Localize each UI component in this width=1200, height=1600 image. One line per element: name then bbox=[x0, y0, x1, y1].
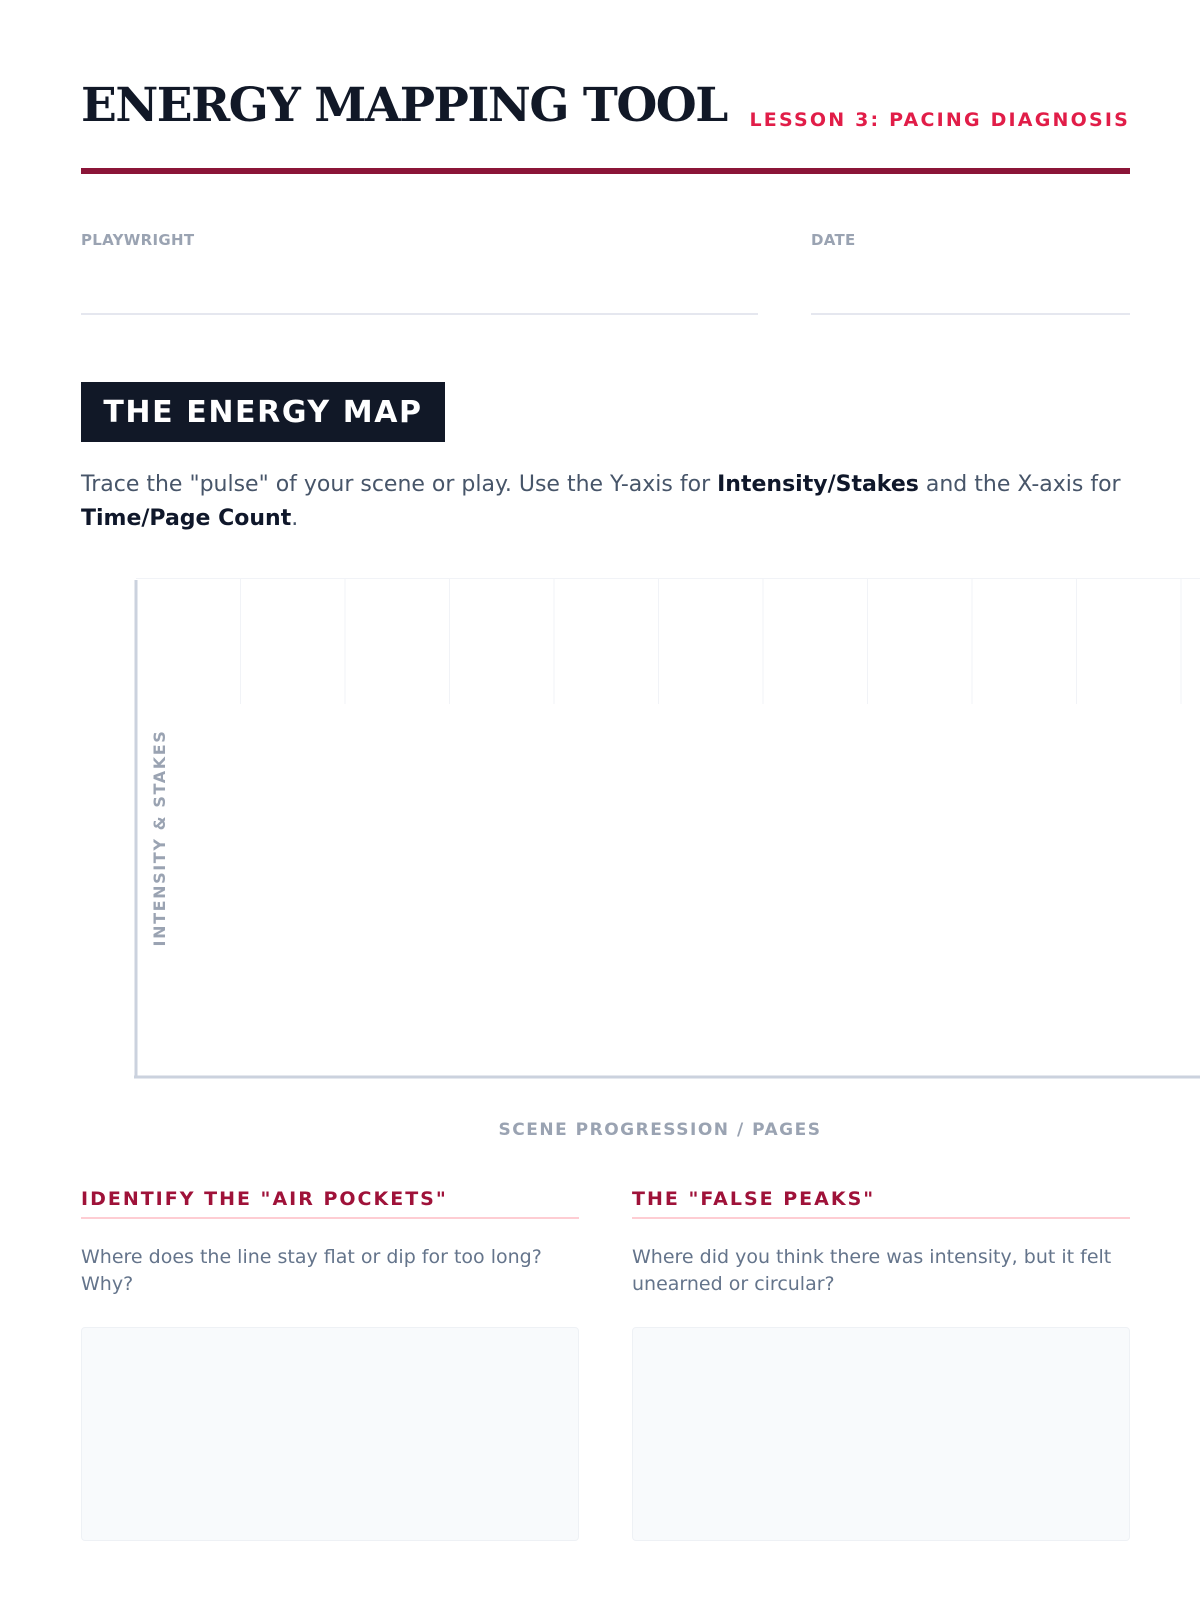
intro-text-2: and the X-axis for bbox=[918, 472, 1121, 497]
playwright-field[interactable] bbox=[81, 313, 758, 315]
air-pockets-heading: IDENTIFY THE "AIR POCKETS" bbox=[81, 1190, 579, 1219]
intro-text-1: Trace the "pulse" of your scene or play. Use the Y-axis for bbox=[81, 472, 718, 497]
false-peaks-heading: THE "FALSE PEAKS" bbox=[632, 1190, 1130, 1219]
false-peaks-prompt: Where did you think there was intensity, but it felt unearned or circular? bbox=[632, 1246, 1112, 1295]
y-axis-label: INTENSITY & STAKES bbox=[150, 729, 169, 947]
date-label: DATE bbox=[811, 231, 856, 249]
x-axis-label: SCENE PROGRESSION / PAGES bbox=[498, 1120, 822, 1140]
playwright-label: PLAYWRIGHT bbox=[81, 231, 195, 249]
false-peaks-answer-box[interactable] bbox=[632, 1327, 1130, 1541]
lesson-tag: LESSON 3: PACING DIAGNOSIS bbox=[749, 109, 1130, 131]
false-peaks-section bbox=[632, 1188, 1130, 1295]
chart-grid bbox=[136, 578, 1200, 704]
date-field[interactable] bbox=[811, 313, 1130, 315]
header-divider bbox=[81, 168, 1130, 174]
section-intro bbox=[81, 468, 1141, 536]
air-pockets-section bbox=[81, 1188, 579, 1295]
energy-map-svg[interactable] bbox=[134, 578, 1200, 1079]
energy-map-chart[interactable] bbox=[134, 578, 1200, 1079]
intro-text-3: . bbox=[291, 506, 299, 531]
section-heading: THE ENERGY MAP bbox=[81, 382, 445, 442]
air-pockets-prompt: Where does the line stay flat or dip for too long? Why? bbox=[81, 1246, 542, 1295]
document-title: ENERGY MAPPING TOOL bbox=[81, 78, 727, 133]
air-pockets-answer-box[interactable] bbox=[81, 1327, 579, 1541]
intro-bold-time: Time/Page Count bbox=[81, 506, 292, 531]
intro-bold-intensity: Intensity/Stakes bbox=[717, 472, 919, 497]
